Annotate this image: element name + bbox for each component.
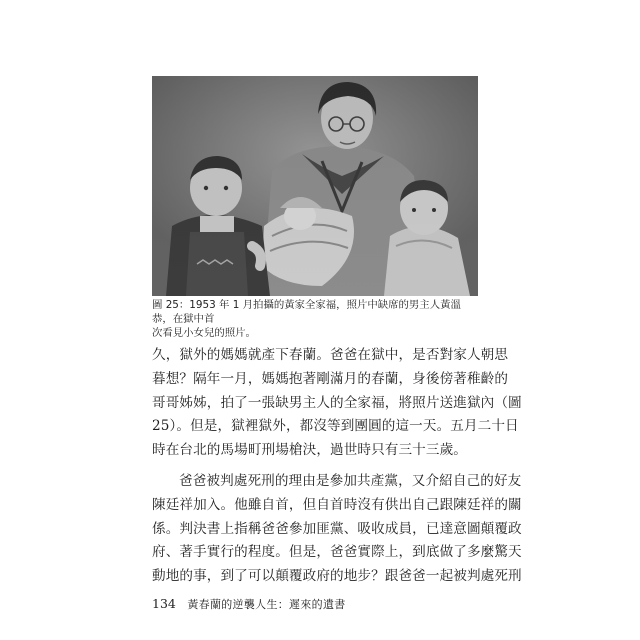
figure-caption <box>152 298 480 340</box>
text-line: 爸爸被判處死刑的理由是參加共產黨，又介紹自己的好友 <box>179 472 522 489</box>
text-line: 久，獄外的媽媽就產下春蘭。爸爸在獄中，是否對家人朝思 <box>152 347 509 363</box>
text-line: 動地的事，到了可以顛覆政府的地步？跟爸爸一起被判處死刑 <box>152 568 522 585</box>
text-line: 暮想？隔年一月，媽媽抱著剛滿月的春蘭，身後傍著稚齡的 <box>152 370 509 387</box>
page-number: 134 <box>152 596 176 611</box>
text-line: 府、著手實行的程度。但是，爸爸實際上，到底做了多麼驚天 <box>152 544 522 561</box>
caption-line: 次看見小女兒的照片。 <box>152 327 256 339</box>
text-line: 25）。但是，獄裡獄外，都沒等到團圓的這一天。五月二十日 <box>152 418 519 435</box>
paragraph <box>152 470 522 589</box>
text-line: 陳廷祥加入。他雖自首，但自首時沒有供出自己跟陳廷祥的關 <box>152 496 522 513</box>
body-text <box>152 344 522 589</box>
text-line: 時在台北的馬場町刑場槍決，過世時只有三十三歲。 <box>152 442 467 459</box>
paragraph <box>152 344 522 463</box>
running-head: 黃春蘭的逆襲人生：遲來的遺書 <box>187 598 346 611</box>
text-line: 哥哥姊姊，拍了一張缺男主人的全家福，將照片送進獄內（圖 <box>152 394 522 411</box>
text-line: 係。判決書上指稱爸爸參加匪黨、吸收成員，已達意圖顛覆政 <box>152 520 522 537</box>
caption-line: 圖 25：1953 年 1 月拍攝的黃家全家福，照片中缺席的男主人黃溫恭，在獄中首 <box>152 299 461 325</box>
family-photo-illustration <box>152 76 478 296</box>
page-footer <box>152 596 482 612</box>
family-photo <box>152 76 478 296</box>
